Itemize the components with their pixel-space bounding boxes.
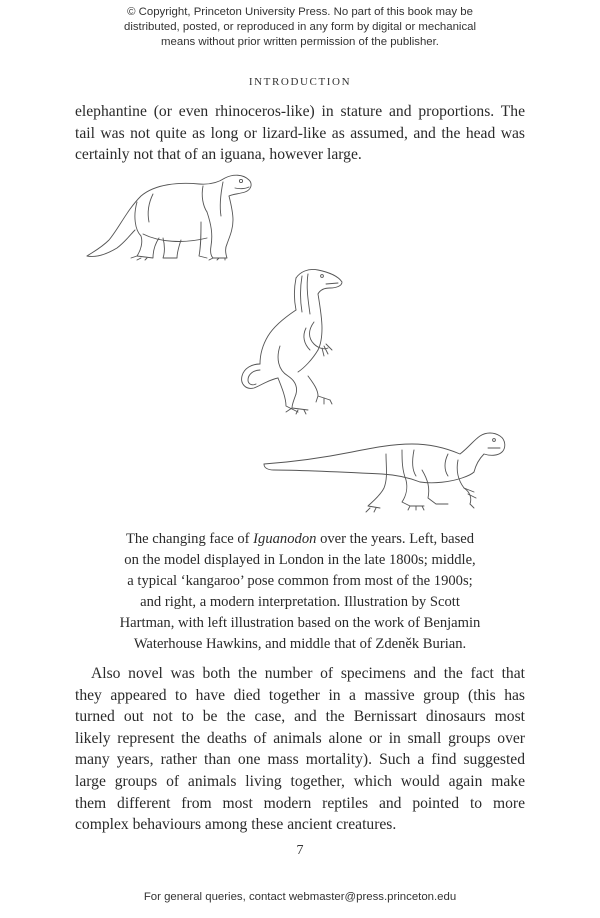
text-line: elephantine (or even rhinoceros-like) in stature and proportions. The — [75, 103, 525, 120]
illustration-kangaroo-pose-iguanodon — [238, 266, 350, 416]
caption-line: and right, a modern interpretation. Illustration by Scott — [140, 594, 460, 610]
text-line: likely represent the deaths of animals alone or in small groups over — [75, 729, 525, 747]
text-line: certainly not that of an iguana, however large. — [75, 146, 362, 164]
caption-line — [95, 529, 505, 550]
figure-caption — [95, 529, 505, 655]
copyright-notice — [0, 5, 600, 50]
caption-text: over the years. Left, based — [316, 531, 475, 547]
copyright-line: means without prior written permission of the publisher. — [161, 36, 439, 48]
text-line: Also novel was both the number of specimens and the fact that — [91, 665, 525, 682]
caption-line: Waterhouse Hawkins, and middle that of Zdeněk Burian. — [133, 636, 467, 652]
copyright-line: distributed, posted, or reproduced in any form by digital or mechanical — [123, 21, 477, 33]
text-line: they appeared to have died together in a massive group (this has — [75, 686, 525, 704]
text-line: many years, rather than one mass mortality). Such a find suggested — [75, 751, 525, 769]
caption-line: a typical ‘kangaroo’ pose common from most of the 1900s; — [127, 573, 473, 589]
caption-line: Hartman, with left illustration based on the work of Benjamin — [119, 615, 481, 631]
caption-text: The changing face of — [125, 531, 254, 547]
text-line: turned out not to be the case, and the Bernissart dinosaurs most — [75, 708, 525, 726]
body-paragraph — [75, 101, 525, 166]
copyright-line: © Copyright, Princeton University Press. No part of this book may be — [127, 6, 473, 18]
body-paragraph — [75, 663, 525, 836]
page-number: 7 — [296, 843, 304, 858]
text-line: tail was not quite as long or lizard-like as assumed, and the head was — [75, 124, 525, 142]
text-line: large groups of animals living together, which would again make — [75, 772, 525, 790]
text-line: complex behaviours among these ancient creatures. — [75, 816, 397, 834]
text-line: them different from most modern reptiles and pointed to more — [75, 794, 525, 812]
caption-species-name: Iguanodon — [253, 531, 317, 547]
footer-contact: For general queries, contact webmaster@press.princeton.edu — [143, 891, 457, 903]
caption-line: on the model displayed in London in the late 1800s; middle, — [124, 552, 476, 568]
illustration-quadruped-iguanodon — [83, 172, 255, 264]
illustration-modern-iguanodon — [262, 430, 508, 514]
running-head: INTRODUCTION — [248, 76, 352, 88]
